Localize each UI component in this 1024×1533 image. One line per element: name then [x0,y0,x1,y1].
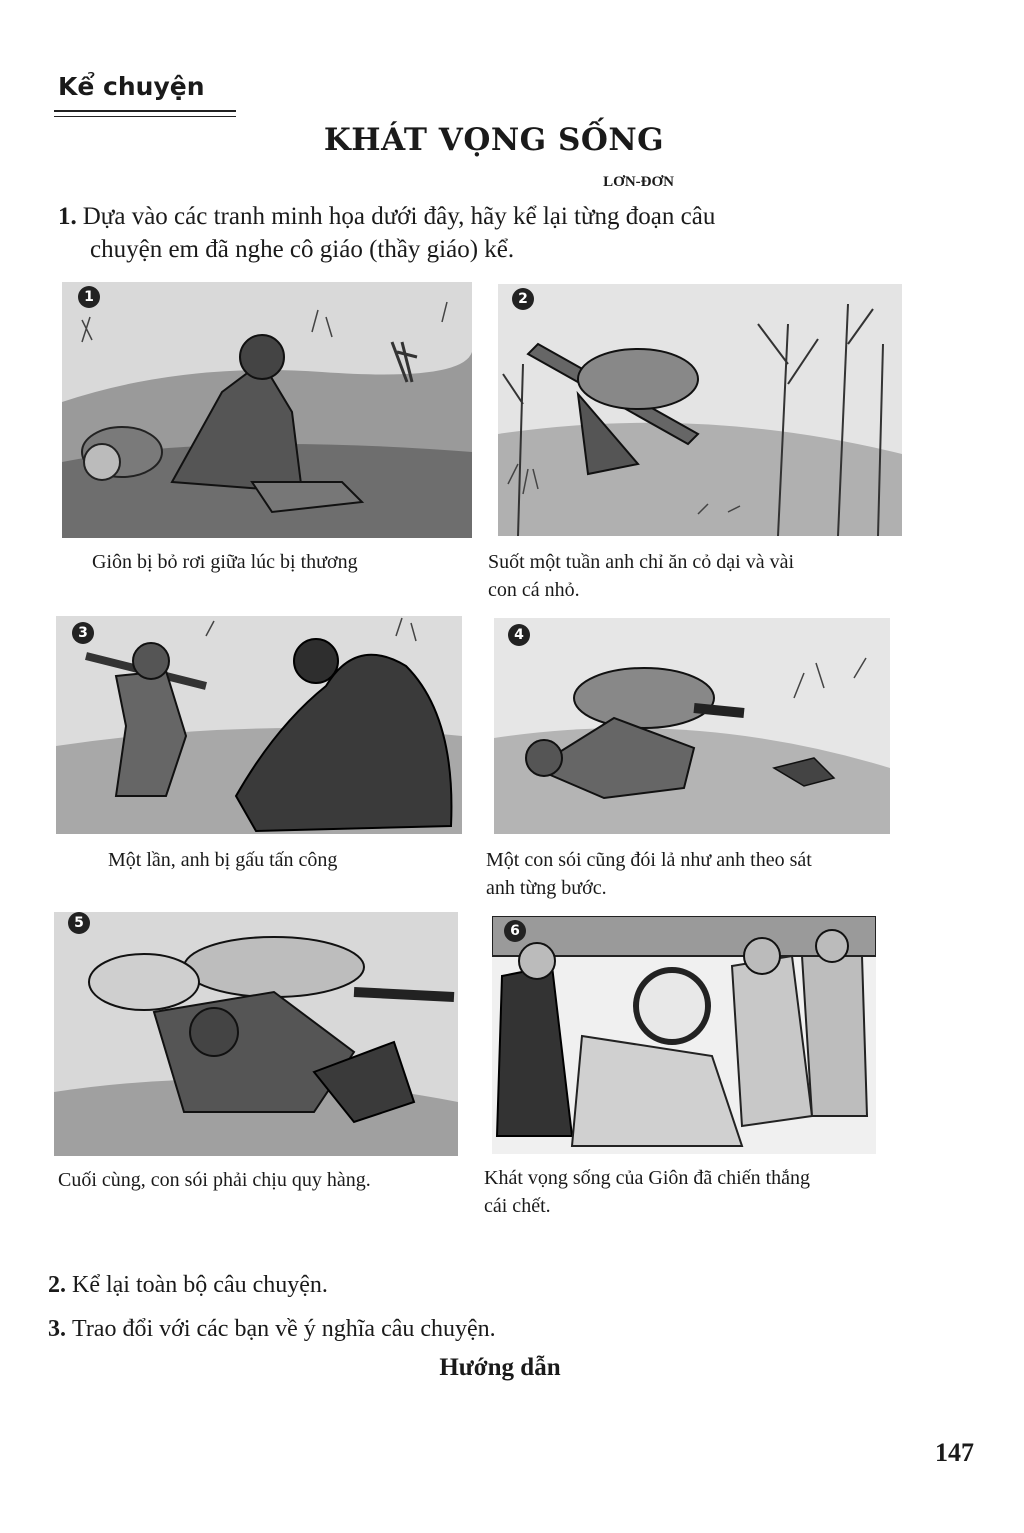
panel-2-caption-line2: con cá nhỏ. [488,579,580,601]
guide-heading: Hướng dẫn [439,1354,561,1381]
panel-4-caption-line2: anh từng bước. [486,877,607,899]
section-underline [54,110,236,112]
panel-6-caption [484,1164,810,1220]
illustration-panel-6 [492,916,876,1154]
panel-6-caption-line2: cái chết. [484,1195,551,1217]
question-3-number: 3. [48,1316,66,1342]
section-label: Kể chuyện [58,72,205,101]
illustration-panel-1 [62,282,472,538]
panel-6-caption-line1: Khát vọng sống của Giôn đã chiến thắng [484,1167,811,1189]
panel-2-caption-line1: Suốt một tuần anh chỉ ăn cỏ dại và vài [488,551,795,573]
question-1 [58,200,938,266]
panel-1-number-badge [18,278,19,279]
panel-4-caption [486,846,812,902]
illustration-panel-4 [494,618,890,834]
panel-5-number: 5 [68,912,90,934]
question-1-line1: Dựa vào các tranh minh họa dưới đây, hãy kể lại từng đoạn câu [82,203,716,230]
question-2-text: Kể lại toàn bộ câu chuyện. [72,1272,328,1298]
question-3 [48,1316,496,1343]
illustration-panel-5 [54,912,458,1156]
story-title: KHÁT VỌNG SỐNG [323,122,665,158]
illustration-panel-3 [56,616,462,834]
illustration-panel-2 [498,284,902,536]
author-name: LƠN-ĐƠN [603,174,674,190]
question-1-number: 1. [58,203,77,230]
panel-1-number: 1 [78,286,100,308]
panel-6-number: 6 [504,920,526,942]
question-2-number: 2. [48,1272,66,1298]
panel-1-caption: Giôn bị bỏ rơi giữa lúc bị thương [92,551,358,573]
panel-2-caption [488,548,794,604]
question-3-text: Trao đổi với các bạn về ý nghĩa câu chuyện. [72,1316,496,1342]
panel-3-number: 3 [72,622,94,644]
panel-5-caption: Cuối cùng, con sói phải chịu quy hàng. [58,1169,371,1191]
panel-4-number: 4 [508,624,530,646]
section-underline-thin [54,116,236,117]
panel-4-caption-line1: Một con sói cũng đói lả như anh theo sát [486,849,812,871]
panel-2-number: 2 [512,288,534,310]
page-number: 147 [935,1438,974,1467]
question-2 [48,1272,328,1299]
question-1-line2: chuyện em đã nghe cô giáo (thầy giáo) kể. [90,236,515,263]
panel-3-caption: Một lần, anh bị gấu tấn công [108,849,338,871]
